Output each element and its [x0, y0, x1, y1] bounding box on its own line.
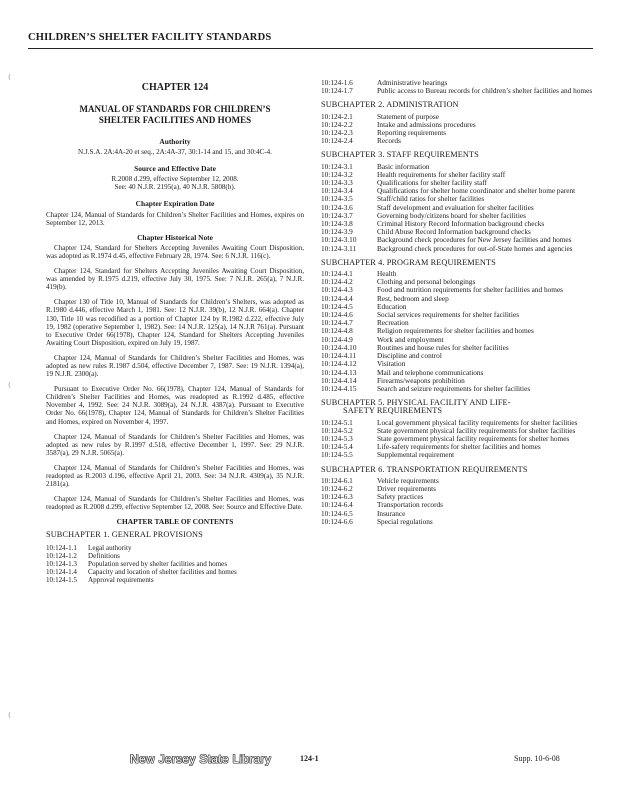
- chapter-title-line: SHELTER FACILITIES AND HOMES: [98, 115, 252, 125]
- right-column: [321, 79, 599, 526]
- section-number: 10:124-4.6: [321, 310, 353, 320]
- left-column: [46, 82, 304, 584]
- historical-paragraph: Pursuant to Executive Order No. 66(1978), Chapter 124, Manual of Standards for Children’s Shelter Facilities and Homes, was readopted as R.1992 d.485, effective November 4, 1992. See: 24 N.J.R. 3089(a), 24 N.J.R. 4387(a). Pursuant to Executive Order No. 66(1978), Chapter 124, Manual of Standards for Children’s Shelter Facilities and Homes, expired on November 4, 1997.: [46, 385, 304, 426]
- toc-entry: [321, 87, 599, 95]
- section-title: Statement of purpose: [377, 111, 440, 121]
- section-title: Public access to Bureau records for children’s shelter facilities and homes: [377, 86, 593, 96]
- section-number: 10:124-1.7: [321, 86, 353, 96]
- subchapter-title: SUBCHAPTER 2. ADMINISTRATION: [321, 100, 459, 110]
- toc-list: [321, 113, 599, 146]
- toc-entry: [321, 385, 599, 393]
- section-title: Vehicle requirements: [377, 475, 439, 485]
- section-number: 10:124-4.3: [321, 285, 353, 295]
- section-number: 10:124-1.3: [46, 559, 77, 568]
- toc-entry: [321, 311, 599, 319]
- section-title: Recreation: [377, 318, 409, 328]
- toc-entry: [321, 129, 599, 137]
- section-number: 10:124-4.9: [321, 334, 353, 344]
- toc-entry: [46, 552, 304, 560]
- section-title: Visitation: [377, 359, 406, 369]
- section-title: Special regulations: [377, 516, 433, 526]
- section-title: Health: [377, 269, 397, 279]
- section-number: 10:124-2.4: [321, 136, 353, 146]
- section-title: Search and seizure requirements for shelter facilities: [377, 383, 531, 393]
- section-number: 10:124-4.1: [321, 269, 353, 279]
- historical-paragraph: Chapter 124, Manual of Standards for Children’s Shelter Facilities and Homes, was readopted as R.2003 d.196, effective April 21, 2003. See: 34 N.J.R. 4309(a), 35 N.J.R. 2181(a).: [46, 463, 304, 489]
- section-title: Administrative hearings: [377, 78, 448, 87]
- toc-entry: [321, 518, 599, 526]
- section-number: 10:124-4.5: [321, 301, 353, 311]
- section-number: 10:124-4.13: [321, 367, 357, 377]
- section-number: 10:124-6.1: [321, 475, 353, 485]
- historical-heading: Chapter Historical Note: [137, 232, 213, 242]
- section-title: Basic information: [377, 161, 430, 171]
- section-number: 10:124-3.1: [321, 161, 353, 171]
- toc-entry: [46, 560, 304, 568]
- section-number: 10:124-6.5: [321, 508, 353, 518]
- section-title: Insurance: [377, 508, 406, 518]
- toc-entry: [321, 485, 599, 493]
- toc-entry: [321, 295, 599, 303]
- section-title: Health requirements for shelter facility staff: [377, 169, 506, 179]
- section-title: Religion requirements for shelter facilities and homes: [377, 326, 534, 336]
- section-title: State government physical facility requirements for shelter homes: [377, 433, 570, 443]
- subchapter-title-line: SUBCHAPTER 5. PHYSICAL FACILITY AND LIFE-: [321, 398, 511, 408]
- section-title: Discipline and control: [377, 351, 442, 361]
- section-number: 10:124-4.15: [321, 383, 357, 393]
- scan-margin-mark: ⁽: [8, 72, 11, 86]
- section-number: 10:124-1.1: [46, 543, 77, 552]
- section-number: 10:124-2.1: [321, 111, 353, 121]
- section-title: Background check procedures for New Jersey facilities and homes: [377, 235, 572, 245]
- section-number: 10:124-5.4: [321, 442, 353, 452]
- section-title: Staff development and evaluation for shelter facilities: [377, 202, 534, 212]
- section-number: 10:124-6.6: [321, 516, 353, 526]
- section-title: Qualifications for shelter facility staff: [377, 178, 488, 188]
- toc-list: [321, 163, 599, 253]
- section-title: Legal authority: [88, 543, 132, 552]
- toc-entry: [321, 344, 599, 352]
- section-title: Life-safety requirements for shelter facilities and homes: [377, 442, 541, 452]
- section-number: 10:124-1.2: [46, 551, 77, 560]
- section-number: 10:124-3.9: [321, 227, 353, 237]
- section-number: 10:124-3.8: [321, 219, 353, 229]
- historical-paragraph: Chapter 124, Manual of Standards for Children’s Shelter Facilities and Homes, was readopted as R.2008 d.299, effective September 12, 2008. See: Source and Effective Date.: [46, 495, 304, 512]
- section-number: 10:124-3.5: [321, 194, 353, 204]
- section-title: Qualifications for shelter home coordinator and shelter home parent: [377, 186, 576, 196]
- toc-list: [321, 79, 599, 95]
- section-title: Population served by shelter facilities and homes: [88, 559, 228, 568]
- section-number: 10:124-3.10: [321, 235, 357, 245]
- section-title: Firearms/weapons prohibition: [377, 375, 465, 385]
- section-number: 10:124-3.7: [321, 210, 353, 220]
- section-number: 10:124-5.2: [321, 425, 353, 435]
- section-title: Routines and house rules for shelter facilities: [377, 342, 509, 352]
- expiration-heading: Chapter Expiration Date: [135, 199, 215, 209]
- section-number: 10:124-6.2: [321, 483, 353, 493]
- section-number: 10:124-5.1: [321, 417, 353, 427]
- section-title: State government physical facility requirements for shelter facilities: [377, 425, 576, 435]
- section-title: Mail and telephone communications: [377, 367, 484, 377]
- toc-entry: [321, 286, 599, 294]
- toc-entry: [46, 568, 304, 576]
- section-number: 10:124-5.3: [321, 433, 353, 443]
- source-line: R.2008 d.299, effective September 12, 2008.: [111, 175, 239, 184]
- section-title: Driver requirements: [377, 483, 436, 493]
- section-number: 10:124-4.11: [321, 351, 357, 361]
- toc-entry: [321, 137, 599, 145]
- section-number: 10:124-3.4: [321, 186, 353, 196]
- section-title: Records: [377, 136, 401, 146]
- toc-list: [46, 544, 304, 584]
- section-number: 10:124-6.4: [321, 500, 353, 510]
- section-title: Safety practices: [377, 492, 424, 502]
- section-number: 10:124-2.3: [321, 128, 353, 138]
- section-title: Social services requirements for shelter facilities: [377, 310, 520, 320]
- source-heading: Source and Effective Date: [134, 164, 216, 174]
- toc-list: [321, 477, 599, 526]
- toc-entry: [321, 327, 599, 335]
- toc-entry: [46, 576, 304, 584]
- expiration-text: Chapter 124, Manual of Standards for Children’s Shelter Facilities and Homes, expires on September 12, 2013.: [46, 210, 304, 227]
- chapter-number: CHAPTER 124: [141, 82, 209, 93]
- section-title: Clothing and personal belongings: [377, 277, 476, 287]
- toc-entry: [321, 501, 599, 509]
- subchapter-title: SUBCHAPTER 4. PROGRAM REQUIREMENTS: [321, 257, 496, 267]
- library-watermark: New Jersey State Library: [130, 752, 272, 766]
- section-number: 10:124-4.14: [321, 375, 357, 385]
- chapter-title-line: MANUAL OF STANDARDS FOR CHILDREN’S: [79, 104, 271, 114]
- section-number: 10:124-3.6: [321, 202, 353, 212]
- section-title: Food and nutrition requirements for shelter facilities and homes: [377, 285, 564, 295]
- toc-entry: [321, 493, 599, 501]
- section-title: Capacity and location of shelter facilities and homes: [88, 567, 237, 576]
- section-title: Definitions: [88, 551, 120, 560]
- section-number: 10:124-2.2: [321, 119, 353, 129]
- section-title: Staff/child ratios for shelter facilities: [377, 194, 485, 204]
- section-number: 10:124-3.11: [321, 243, 357, 253]
- scan-margin-mark: ⁽: [8, 710, 11, 724]
- section-number: 10:124-3.2: [321, 169, 353, 179]
- subchapter-title: SUBCHAPTER 1. GENERAL PROVISIONS: [46, 530, 203, 540]
- section-title: Rest, bedroom and sleep: [377, 293, 449, 303]
- section-title: Intake and admissions procedures: [377, 119, 476, 129]
- section-number: 10:124-4.2: [321, 277, 353, 287]
- section-number: 10:124-4.12: [321, 359, 357, 369]
- toc-entry: [321, 352, 599, 360]
- historical-paragraph: Chapter 130 of Title 10, Manual of Standards for Children’s Shelters, was adopted as R.1980 d.446, effective March 1, 1981. See: 12 N.J.R. 39(b), 12 N.J.R. 664(a). Chapter 130, Title 10 was recodified as a portion of Chapter 124 by R.1982 d.222, effective July 19, 1982 (operative September 1, 1982). See: 14 N.J.R. 125(a), 14 N.J.R 761(a). Pursuant to Executive Order 66(1978), Chapter 124, Standard for Shelters Accepting Juveniles Awaiting Court Disposition, expired on July 19, 1987.: [46, 298, 304, 347]
- toc-list: [321, 270, 599, 393]
- source-text: [46, 175, 304, 191]
- section-number: 10:124-1.5: [46, 575, 77, 584]
- historical-paragraph: Chapter 124, Standard for Shelters Accepting Juveniles Awaiting Court Disposition, was amended by R.1975 d.219, effective July 30, 1975. See: 7 N.J.R. 265(a), 7 N.J.R. 419(b).: [46, 267, 304, 292]
- section-title: Work and employment: [377, 334, 444, 344]
- section-title: Governing body/citizens board for shelter facilities: [377, 210, 526, 220]
- authority-text: N.J.S.A. 2A:4A-20 et seq., 2A:4A-37, 30:1-14 and 15, and 30:4C-4.: [78, 148, 272, 157]
- toc-entry: [321, 245, 599, 253]
- section-number: 10:124-1.6: [321, 78, 353, 87]
- section-title: Child Abuse Record Information background checks: [377, 227, 531, 237]
- historical-paragraph: Chapter 124, Manual of Standards for Children’s Shelter Facilities and Homes, was adopted as new rules R.1987 d.504, effective December 7, 1987. See: 19 N.J.R. 1394(a), 19 N.J.R. 2300(a).: [46, 353, 304, 379]
- historical-paragraph: Chapter 124, Manual of Standards for Children’s Shelter Facilities and Homes, was adopted as new rules by R.1997 d.518, effective December 1, 1997. See: 29 N.J.R. 3587(a), 29 N.J.R. 5065(a).: [46, 432, 304, 457]
- section-title: Background check procedures for out-of-State homes and agencies: [377, 243, 573, 253]
- toc-entry: [321, 121, 599, 129]
- section-number: 10:124-4.8: [321, 326, 353, 336]
- toc-heading: CHAPTER TABLE OF CONTENTS: [116, 517, 234, 527]
- toc-entry: [321, 510, 599, 518]
- authority-heading: Authority: [159, 137, 191, 146]
- section-number: 10:124-4.10: [321, 342, 357, 352]
- section-number: 10:124-4.4: [321, 293, 353, 303]
- supplement-date: Supp. 10-6-08: [514, 754, 560, 763]
- subchapter-title: SUBCHAPTER 6. TRANSPORTATION REQUIREMENTS: [321, 464, 528, 474]
- chapter-title: [46, 104, 304, 126]
- running-head: CHILDREN’S SHELTER FACILITY STANDARDS: [28, 32, 272, 43]
- section-number: 10:124-1.4: [46, 567, 77, 576]
- section-number: 10:124-5.5: [321, 450, 353, 460]
- page-number: 124-1: [300, 754, 319, 763]
- historical-paragraph: Chapter 124, Standard for Shelters Accepting Juveniles Awaiting Court Disposition, was adopted as R.1974 d.45, effective February 28, 1974. See: 6 N.J.R. 116(c).: [46, 243, 304, 260]
- subchapter-title: SUBCHAPTER 3. STAFF REQUIREMENTS: [321, 150, 479, 160]
- scan-margin-mark: ⁽: [8, 380, 11, 394]
- source-line: See: 40 N.J.R. 2195(a), 40 N.J.R. 5808(b).: [114, 183, 236, 192]
- toc-entry: [46, 544, 304, 552]
- section-number: 10:124-3.3: [321, 178, 353, 188]
- subchapter-title: [321, 399, 599, 415]
- section-title: Transportation records: [377, 500, 443, 510]
- toc-entry: [321, 451, 599, 459]
- section-number: 10:124-4.7: [321, 318, 353, 328]
- header-rule: [28, 48, 593, 49]
- toc-entry: [321, 477, 599, 485]
- toc-entry: [321, 443, 599, 451]
- section-title: Supplemental requirement: [377, 450, 455, 460]
- section-title: Reporting requirements: [377, 128, 447, 138]
- section-title: Approval requirements: [88, 575, 154, 584]
- section-title: Criminal History Record Information background checks: [377, 219, 545, 229]
- subchapter-title-line: SAFETY REQUIREMENTS: [343, 406, 443, 416]
- section-title: Local government physical facility requirements for shelter facilities: [377, 417, 578, 427]
- section-number: 10:124-6.3: [321, 492, 353, 502]
- section-title: Education: [377, 301, 407, 311]
- toc-list: [321, 419, 599, 460]
